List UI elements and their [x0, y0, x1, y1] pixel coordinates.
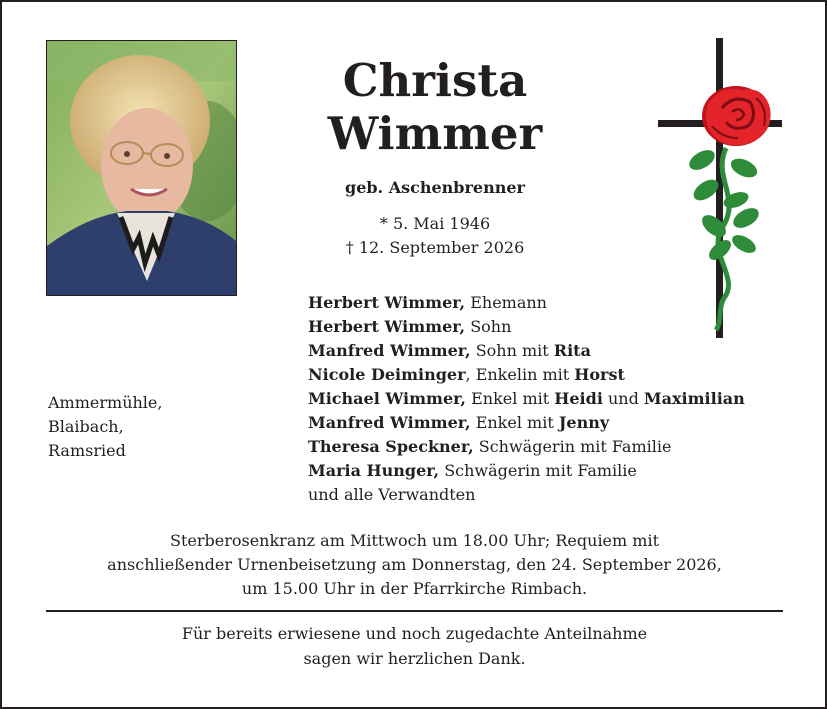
mourner-line — [308, 291, 745, 315]
mourner-name: Maria Hunger, — [308, 461, 440, 480]
mourner-relation: Enkel mit — [470, 413, 559, 432]
mourner-name: Manfred Wimmer, — [308, 413, 471, 432]
mourner-name: Manfred Wimmer, — [308, 341, 471, 360]
death-date: † 12. September 2026 — [345, 238, 525, 257]
mourner-partner-2: Maximilian — [643, 389, 745, 408]
mourner-line — [308, 315, 745, 339]
place-item: Ammermühle, — [48, 393, 163, 412]
mourner-line — [308, 387, 745, 411]
thanks-line: sagen wir herzlichen Dank. — [303, 649, 526, 668]
place-item: Ramsried — [48, 441, 126, 460]
place-item: Blaibach, — [48, 417, 124, 436]
relatives-line: und alle Verwandten — [308, 485, 476, 504]
mourner-joiner: und — [602, 389, 644, 408]
mourner-name: Theresa Speckner, — [308, 437, 474, 456]
mourner-relation: Sohn mit — [470, 341, 554, 360]
mourner-line — [308, 459, 745, 483]
portrait-photo — [46, 40, 237, 296]
service-line: um 15.00 Uhr in der Pfarrkirche Rimbach. — [241, 579, 588, 598]
service-line: Sterberosenkranz am Mittwoch um 18.00 Uhr; Requiem mit — [169, 531, 659, 550]
birth-date: * 5. Mai 1946 — [379, 214, 491, 233]
deceased-name — [305, 54, 565, 160]
mourners-list — [308, 291, 745, 507]
first-name: Christa — [342, 54, 528, 107]
mourner-name: Michael Wimmer, — [308, 389, 466, 408]
mourner-partner: Heidi — [554, 389, 603, 408]
mourner-relation: , Enkelin mit — [465, 365, 575, 384]
divider — [46, 610, 783, 612]
mourner-line — [308, 339, 745, 363]
mourner-relation: Ehemann — [465, 293, 547, 312]
service-info — [46, 529, 783, 601]
life-dates — [305, 212, 565, 260]
mourner-name: Herbert Wimmer, — [308, 293, 466, 312]
mourner-line — [308, 435, 745, 459]
mourner-line — [308, 363, 745, 387]
mourner-relation: Schwägerin mit Familie — [473, 437, 672, 456]
mourner-relation: Enkel mit — [466, 389, 555, 408]
places-list — [48, 391, 162, 463]
mourner-partner: Horst — [574, 365, 625, 384]
service-line: anschließender Urnenbeisetzung am Donnerstag, den 24. September 2026, — [107, 555, 722, 574]
mourner-partner: Jenny — [558, 413, 610, 432]
mourner-line — [308, 411, 745, 435]
mourner-name: Nicole Deiminger — [308, 365, 466, 384]
birth-name: geb. Aschenbrenner — [345, 178, 525, 197]
mourner-relation: Schwägerin mit Familie — [439, 461, 637, 480]
thanks-line: Für bereits erwiesene und noch zugedachte Anteilnahme — [181, 624, 648, 643]
mourner-name: Herbert Wimmer, — [308, 317, 466, 336]
last-name: Wimmer — [327, 107, 543, 160]
mourner-partner: Rita — [553, 341, 591, 360]
thanks-note — [46, 621, 783, 671]
mourner-relation: Sohn — [465, 317, 512, 336]
